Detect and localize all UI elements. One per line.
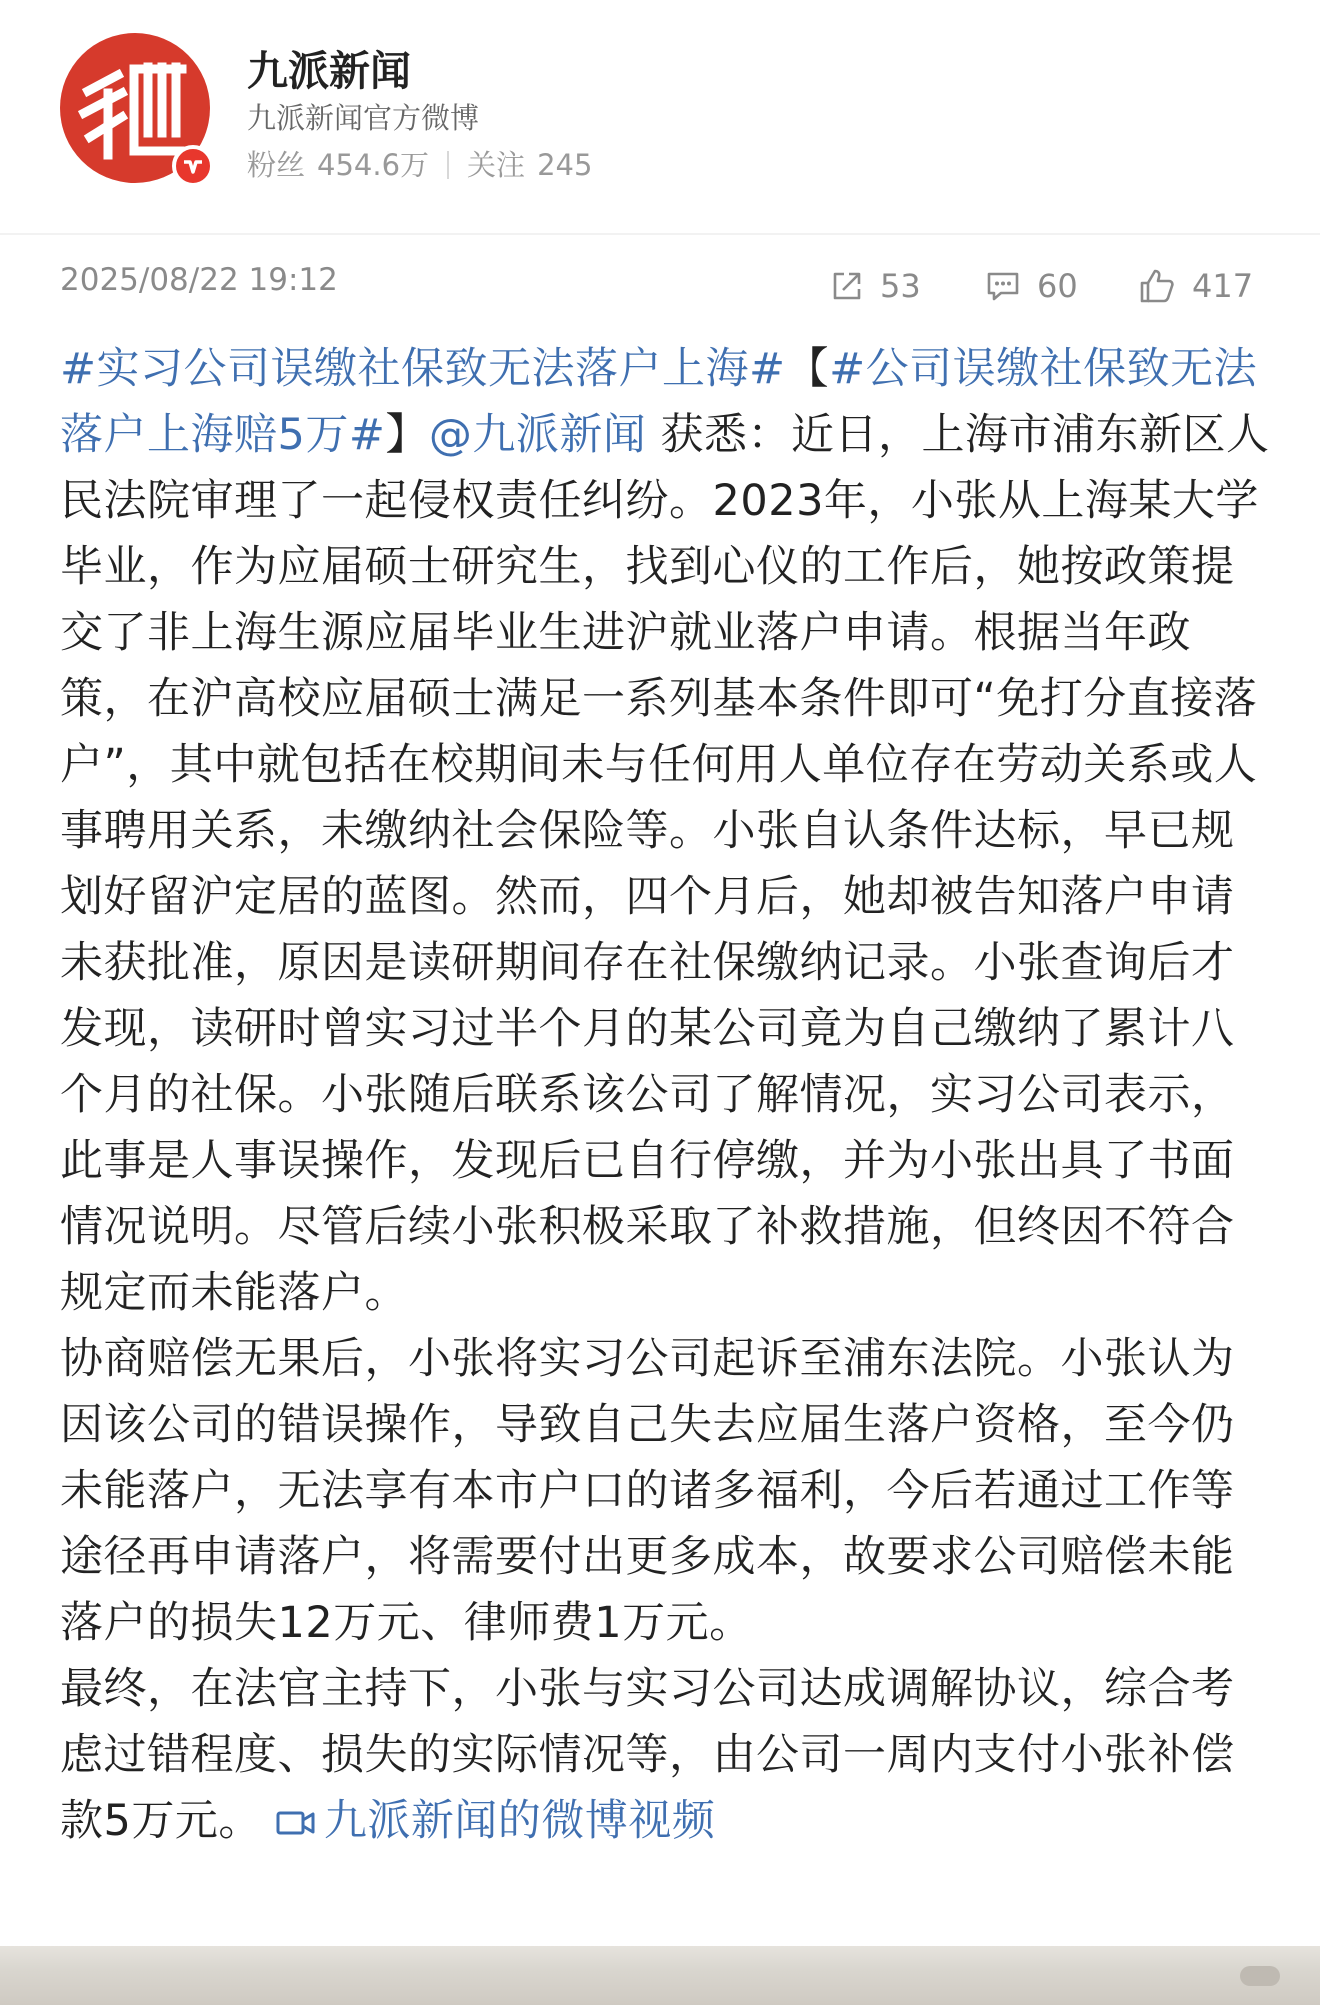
post-paragraph-1	[60, 336, 1270, 1326]
verified-badge	[172, 145, 214, 187]
preview-blur-shape	[1240, 1966, 1280, 1986]
comment-count: 60	[1037, 267, 1078, 305]
paragraph-3-text: 最终，在法官主持下，小张与实习公司达成调解协议，综合考虑过错程度、损失的实际情况等，由公司一周内支付小张补偿款5万元。	[60, 1664, 1235, 1846]
comment-icon	[985, 269, 1021, 303]
topic-link-1[interactable]: #实习公司误缴社保致无法落户上海#	[60, 344, 786, 394]
post-timestamp: 2025/08/22 19:12	[60, 262, 338, 298]
account-stats	[247, 143, 592, 184]
post-paragraph-3	[60, 1656, 1270, 1854]
bracket-close: 】	[385, 410, 429, 460]
followers-count[interactable]: 454.6万	[317, 148, 430, 182]
post-meta-row	[0, 258, 1320, 318]
verified-badge-icon	[182, 156, 204, 176]
comment-button[interactable]	[985, 258, 1078, 314]
video-camera-icon	[276, 1807, 316, 1839]
followers-label: 粉丝	[247, 148, 306, 182]
repost-icon	[830, 269, 864, 303]
account-description: 九派新闻官方微博	[247, 101, 480, 135]
like-count: 417	[1192, 267, 1254, 305]
account-name[interactable]: 九派新闻	[247, 47, 411, 95]
bracket-open: 【	[785, 344, 830, 394]
like-button[interactable]	[1138, 258, 1253, 314]
post-paragraph-2: 协商赔偿无果后，小张将实习公司起诉至浦东法院。小张认为因该公司的错误操作，导致自己失去应届生落户资格，至今仍未能落户，无法享有本市户口的诸多福利，今后若通过工作等途径再申请落户，将需要付出更多成本，故要求公司赔偿未能落户的损失12万元、律师费1万元。	[60, 1334, 1235, 1648]
following-count[interactable]: 245	[537, 148, 593, 182]
account-header	[0, 0, 1320, 230]
mention-link[interactable]: @九派新闻	[428, 410, 647, 460]
media-preview-strip[interactable]	[0, 1946, 1320, 2005]
post-body	[60, 336, 1270, 1854]
following-label: 关注	[467, 148, 526, 182]
video-link-label: 九派新闻的微博视频	[323, 1796, 716, 1846]
header-divider	[0, 233, 1320, 235]
stats-separator	[447, 151, 449, 179]
video-link[interactable]	[262, 1796, 716, 1846]
paragraph-1-text: 获悉：近日，上海市浦东新区人民法院审理了一起侵权责任纠纷。2023年，小张从上海某大学毕业，作为应届硕士研究生，找到心仪的工作后，她按政策提交了非上海生源应届毕业生进沪就业落户申请。根据当年政策，在沪高校应届硕士满足一系列基本条件即可“免打分直接落户”，其中就包括在校期间未与任何用人单位存在劳动关系或人事聘用关系，未缴纳社会保险等。小张自认条件达标，早已规划好留沪定居的蓝图。然而，四个月后，她却被告知落户申请未获批准，原因是读研期间存在社保缴纳记录。小张查询后才发现，读研时曾实习过半个月的某公司竟为自己缴纳了累计八个月的社保。小张随后联系该公司了解情况，实习公司表示，此事是人事误操作，发现后已自行停缴，并为小张出具了书面情况说明。尽管后续小张积极采取了补救措施，但终因不符合规定而未能落户。	[60, 410, 1270, 1318]
repost-button[interactable]	[830, 258, 921, 314]
topic-link-2[interactable]: #公司误缴社保致无法落户上海赔5万#	[60, 344, 1258, 460]
thumbs-up-icon	[1138, 267, 1176, 305]
repost-count: 53	[880, 267, 921, 305]
